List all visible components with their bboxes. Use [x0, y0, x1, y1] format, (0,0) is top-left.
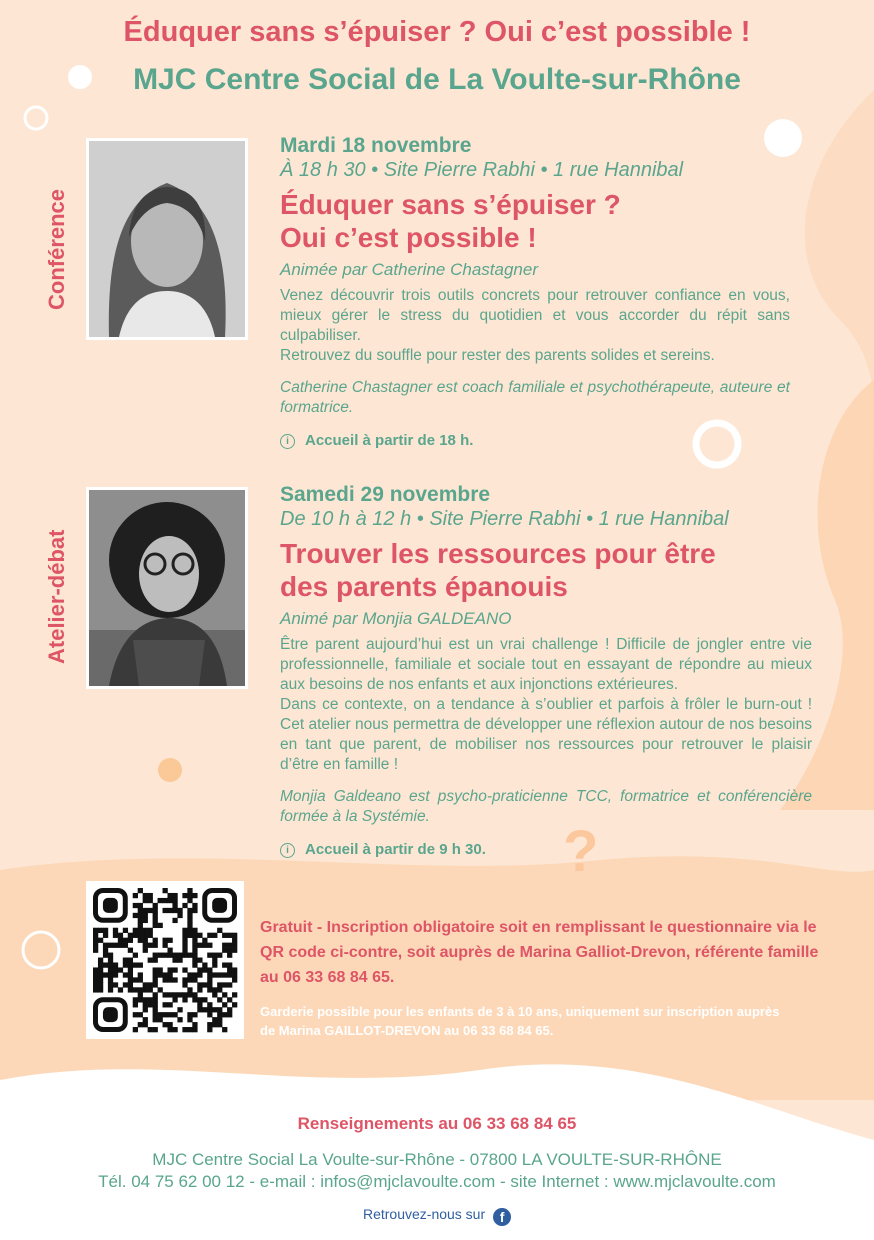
event-animator: Animée par Catherine Chastagner	[280, 260, 538, 279]
event-description-2: Retrouvez du souffle pour rester des parents solides et sereins.	[280, 347, 715, 364]
page-title: Éduquer sans s’épuiser ? Oui c’est possible !	[123, 16, 751, 48]
event-date: Samedi 29 novembre	[280, 483, 491, 506]
info-icon: i	[280, 434, 295, 449]
event-animator: Animé par Monjia GALDEANO	[280, 609, 512, 628]
info-phone-line: Renseignements au 06 33 68 84 65	[297, 1114, 577, 1133]
qr-code-image	[86, 881, 244, 1039]
event-title-line1: Trouver les ressources pour être	[280, 538, 716, 569]
event-location: À 18 h 30 • Site Pierre Rabhi • 1 rue Hannibal	[280, 159, 684, 181]
registration-info: Gratuit - Inscription obligatoire soit en remplissant le questionnaire via le QR code ci-contre, soit auprès de Marina Galliot-Drevon, référente famille au 06 33 68 84 65.	[260, 919, 819, 986]
info-icon: i	[280, 843, 295, 858]
event-location: De 10 h à 12 h • Site Pierre Rabhi • 1 rue Hannibal	[280, 508, 729, 530]
event-title-line2: des parents épanouis	[280, 571, 568, 602]
facebook-icon[interactable]: f	[493, 1208, 511, 1226]
event-date: Mardi 18 novembre	[280, 134, 472, 157]
portrait-image	[89, 490, 245, 686]
footer-address: MJC Centre Social La Voulte-sur-Rhône - 07800 LA VOULTE-SUR-RHÔNE	[152, 1150, 722, 1169]
welcome-text: Accueil à partir de 9 h 30.	[305, 841, 486, 858]
question-mark-decoration: ?	[563, 819, 599, 884]
speaker-bio: Monjia Galdeano est psycho-praticienne TCC, formatrice et conférencière formée à la Systémie.	[280, 788, 812, 825]
event-title-line2: Oui c’est possible !	[280, 222, 537, 253]
speaker-bio: Catherine Chastagner est coach familiale et psychothérapeute, auteure et formatrice.	[280, 379, 790, 416]
page-subtitle: MJC Centre Social de La Voulte-sur-Rhône	[133, 63, 741, 96]
speaker-photo	[86, 487, 248, 689]
welcome-text: Accueil à partir de 18 h.	[305, 432, 474, 449]
event-title-line1: Éduquer sans s’épuiser ?	[280, 189, 621, 220]
welcome-info	[280, 841, 812, 858]
event-description: Venez découvrir trois outils concrets pour retrouver confiance en vous, mieux gérer le stress du quotidien et vous accorder du répit sans culpabiliser.	[280, 287, 790, 344]
speaker-photo	[86, 138, 248, 340]
childcare-info: Garderie possible pour les enfants de 3 à 10 ans, uniquement sur inscription auprès de Marina GAILLOT-DREVON au 06 33 68 84 65.	[260, 1004, 780, 1038]
welcome-info	[280, 432, 790, 449]
portrait-image	[89, 141, 245, 337]
footer-contact: Tél. 04 75 62 00 12 - e-mail : infos@mjclavoulte.com - site Internet : www.mjclavoulte.com	[98, 1172, 776, 1191]
social-text: Retrouvez-nous sur	[362, 1206, 486, 1222]
social-line	[0, 1206, 874, 1226]
event-description: Être parent aujourd’hui est un vrai challenge ! Difficile de jongler entre vie professionnelle, familiale et sociale tout en essayant de répondre au mieux aux besoins de nos enfants et aux injonctions extérieures.	[280, 636, 812, 693]
registration-qr-code[interactable]	[86, 881, 244, 1039]
event-type-label: Conférence	[44, 188, 69, 310]
event-description-2: Dans ce contexte, on a tendance à s’oublier et parfois à frôler le burn-out ! Cet atelier nous permettra de développer une réflexion autour de nos besoins en tant que parent, de mobiliser nos ressources pour retrouver le plaisir d’être en famille !	[280, 696, 812, 773]
event-type-label: Atelier-débat	[44, 529, 69, 664]
